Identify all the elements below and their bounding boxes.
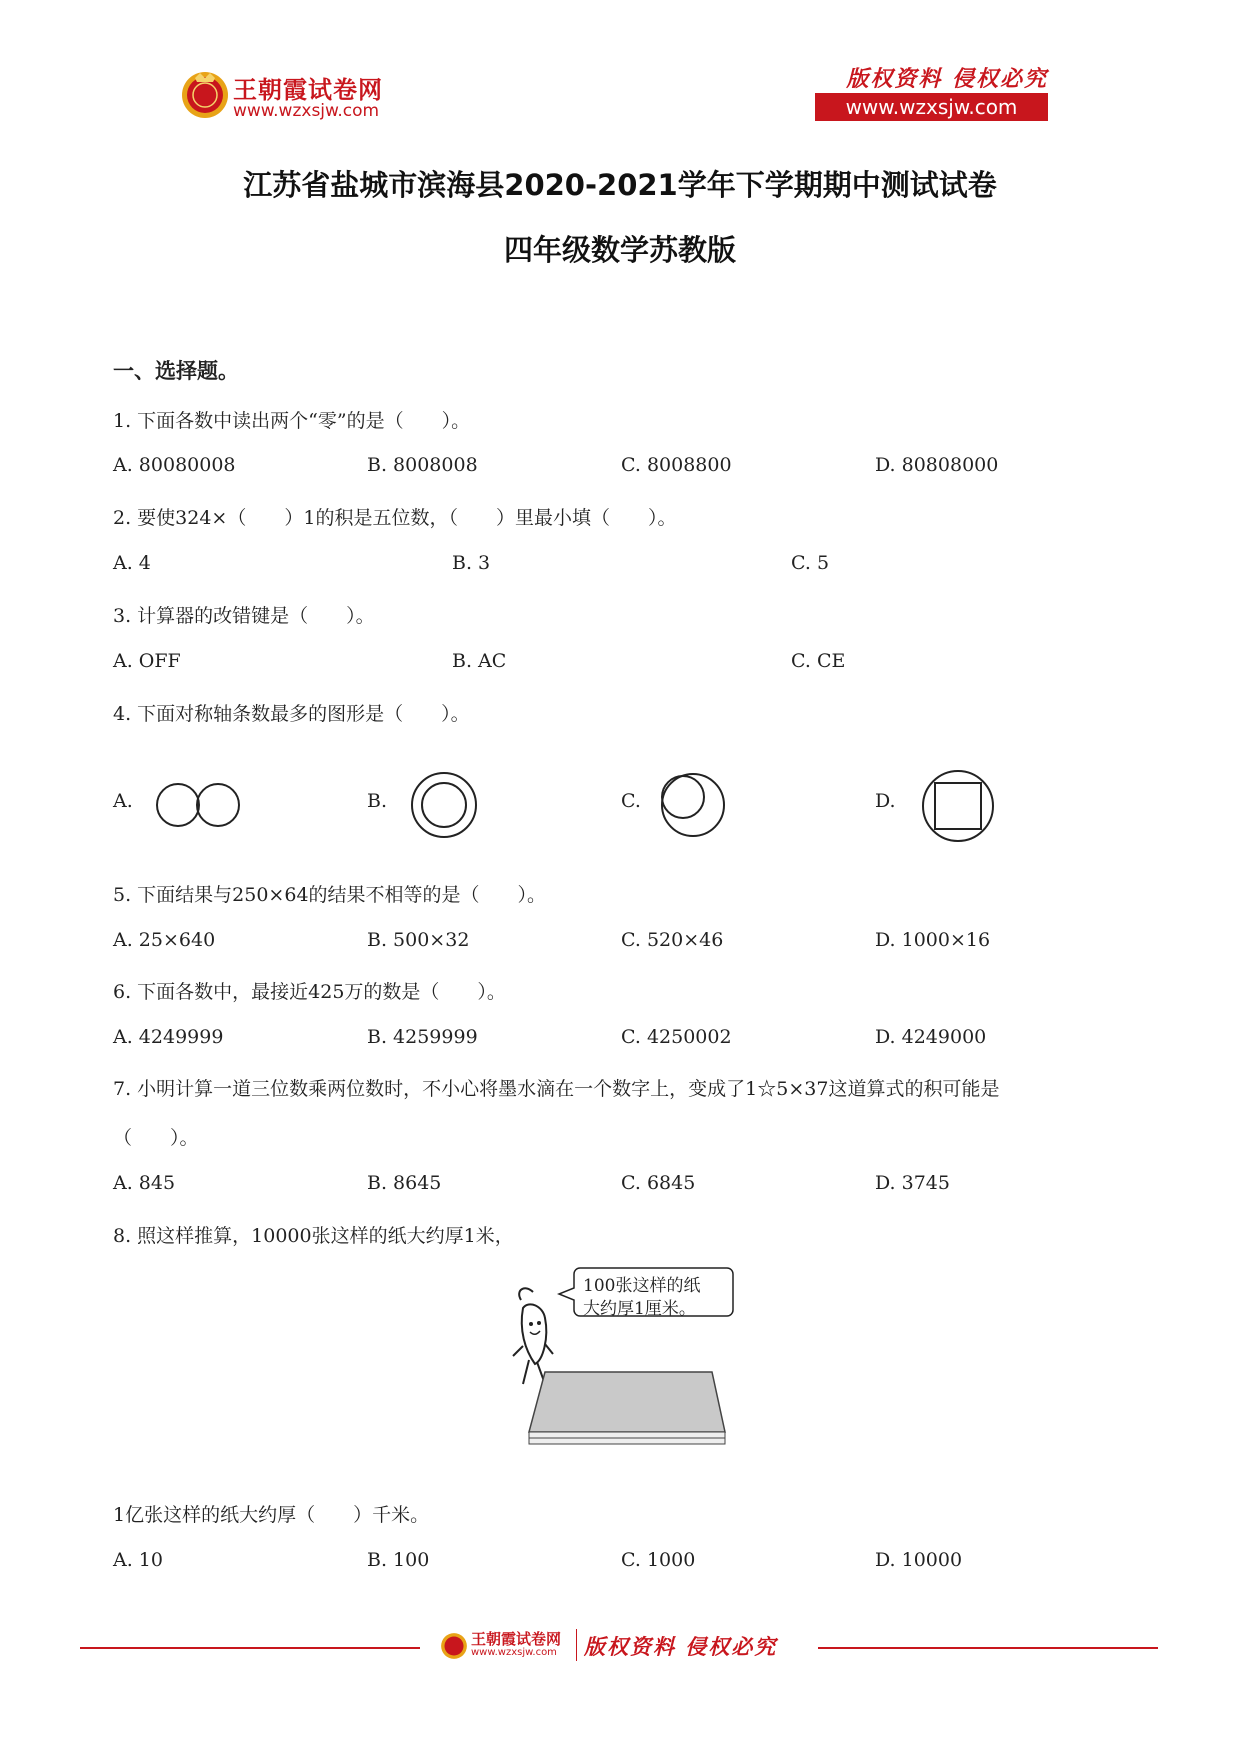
question-7: 7. 小明计算一道三位数乘两位数时，不小心将墨水滴在一个数字上，变成了1☆5×37这道算式的积可能是 — [113, 1078, 1000, 1100]
q5-option-c: C. 520×46 — [621, 929, 724, 951]
logo-badge-icon — [180, 70, 230, 120]
two-overlapping-circles-figure — [153, 780, 245, 830]
q4-option-a: A. — [113, 790, 133, 812]
q5-option-d: D. 1000×16 — [875, 929, 991, 951]
footer-logo-icon — [440, 1632, 468, 1660]
footer-logo-name: 王朝霞试卷网 — [471, 1630, 562, 1648]
footer-divider-left — [80, 1647, 420, 1649]
footer-copyright: 版权资料 侵权必究 — [584, 1634, 778, 1659]
bubble-line-1: 100张这样的纸 — [583, 1276, 701, 1296]
q4-option-d: D. — [875, 790, 896, 812]
q1-option-b: B. 8008008 — [367, 454, 478, 476]
q2-option-c: C. 5 — [791, 552, 830, 574]
question-8-continued: 1亿张这样的纸大约厚（ ）千米。 — [113, 1504, 430, 1526]
question-2: 2. 要使324×（ ）1的积是五位数，（ ）里最小填（ ）。 — [113, 507, 677, 529]
q6-option-d: D. 4249000 — [875, 1026, 987, 1048]
q7-option-b: B. 8645 — [367, 1172, 442, 1194]
q1-option-a: A. 80080008 — [113, 454, 236, 476]
q5-option-a: A. 25×640 — [113, 929, 216, 951]
q7-option-a: A. 845 — [113, 1172, 176, 1194]
exam-title: 江苏省盐城市滨海县2020-2021学年下学期期中测试试卷 — [243, 168, 997, 202]
footer-logo-url[interactable]: www.wzxsjw.com — [471, 1647, 557, 1658]
footer-divider-right — [818, 1647, 1158, 1649]
q3-option-a: A. OFF — [113, 650, 181, 672]
q7-option-c: C. 6845 — [621, 1172, 696, 1194]
copyright-notice: 版权资料 侵权必究 — [846, 66, 1048, 92]
exam-subtitle: 四年级数学苏教版 — [503, 233, 736, 267]
q4-option-c: C. — [621, 790, 641, 812]
q4-option-b: B. — [367, 790, 388, 812]
logo-url[interactable]: www.wzxsjw.com — [233, 101, 380, 121]
question-3: 3. 计算器的改错键是（ ）。 — [113, 605, 375, 627]
question-5: 5. 下面结果与250×64的结果不相等的是（ ）。 — [113, 884, 547, 906]
q3-option-b: B. AC — [452, 650, 507, 672]
question-4: 4. 下面对称轴条数最多的图形是（ ）。 — [113, 703, 470, 725]
question-1: 1. 下面各数中读出两个“零”的是（ ）。 — [113, 410, 471, 432]
q8-option-b: B. 100 — [367, 1549, 430, 1571]
question-7-continued: （ ）。 — [113, 1127, 199, 1149]
q2-option-a: A. 4 — [113, 552, 151, 574]
q1-option-d: D. 80808000 — [875, 454, 999, 476]
square-in-circle-figure — [920, 768, 996, 844]
question-6: 6. 下面各数中，最接近425万的数是（ ）。 — [113, 981, 506, 1003]
footer-separator — [576, 1629, 577, 1661]
question-8: 8. 照这样推算，10000张这样的纸大约厚1米， — [113, 1225, 514, 1247]
q7-option-d: D. 3745 — [875, 1172, 950, 1194]
q6-option-a: A. 4249999 — [113, 1026, 224, 1048]
q2-option-b: B. 3 — [452, 552, 491, 574]
q6-option-c: C. 4250002 — [621, 1026, 732, 1048]
tangent-inner-circle-figure — [657, 770, 727, 840]
section-heading: 一、选择题。 — [113, 359, 239, 383]
q6-option-b: B. 4259999 — [367, 1026, 478, 1048]
q8-option-c: C. 1000 — [621, 1549, 696, 1571]
site-url-banner[interactable]: www.wzxsjw.com — [815, 93, 1048, 121]
q5-option-b: B. 500×32 — [367, 929, 470, 951]
q1-option-c: C. 8008800 — [621, 454, 732, 476]
logo-name: 王朝霞试卷网 — [233, 76, 383, 104]
bubble-line-2: 大约厚1厘米。 — [583, 1299, 696, 1319]
q8-option-d: D. 10000 — [875, 1549, 963, 1571]
q8-option-a: A. 10 — [113, 1549, 163, 1571]
q3-option-c: C. CE — [791, 650, 846, 672]
concentric-circles-figure — [409, 770, 479, 840]
